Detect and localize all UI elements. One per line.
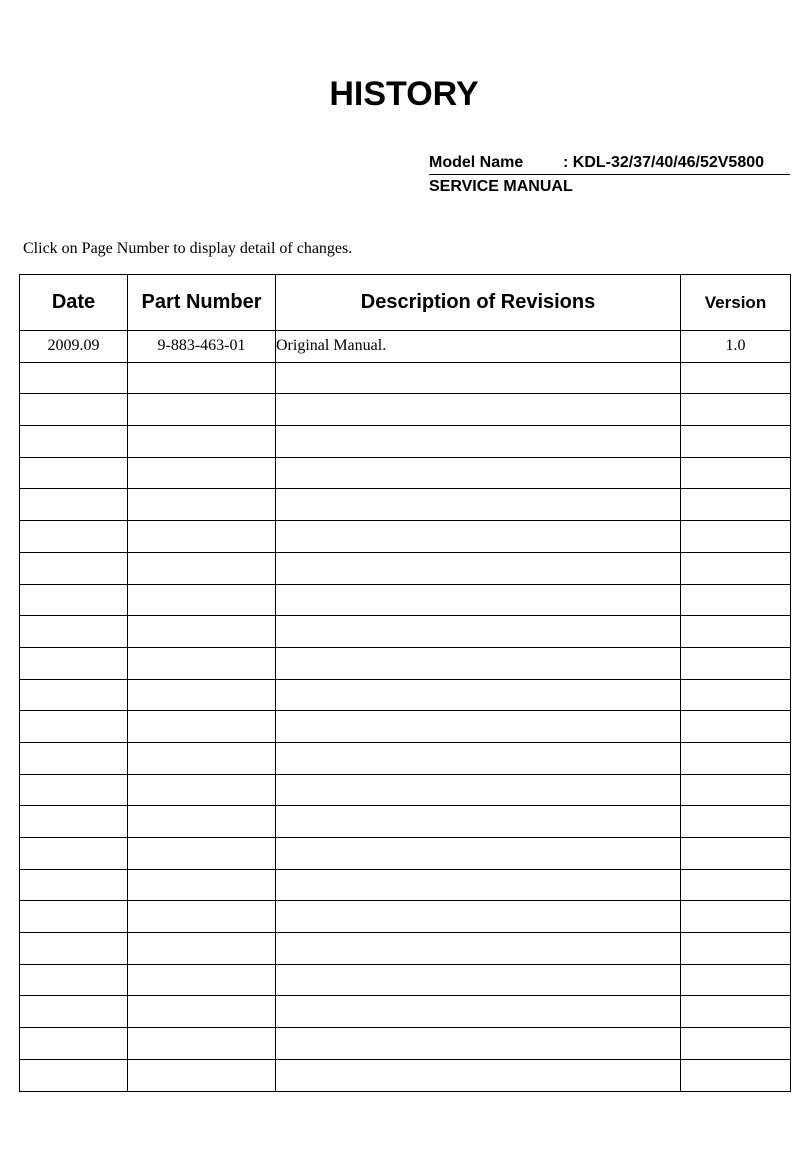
table-row	[20, 426, 791, 458]
cell-part-number	[128, 774, 276, 806]
cell-version	[681, 394, 791, 426]
cell-date	[20, 679, 128, 711]
cell-description	[276, 711, 681, 743]
cell-date	[20, 1059, 128, 1091]
cell-part-number	[128, 647, 276, 679]
cell-description	[276, 552, 681, 584]
cell-part-number	[128, 869, 276, 901]
cell-part-number	[128, 806, 276, 838]
cell-date	[20, 426, 128, 458]
cell-part-number	[128, 552, 276, 584]
cell-version	[681, 1028, 791, 1060]
table-row	[20, 806, 791, 838]
cell-part-number	[128, 1028, 276, 1060]
cell-description	[276, 616, 681, 648]
header-date: Date	[20, 275, 128, 331]
model-name-line	[429, 152, 790, 175]
cell-version	[681, 901, 791, 933]
cell-part-number	[128, 1059, 276, 1091]
cell-version	[681, 742, 791, 774]
cell-description	[276, 901, 681, 933]
cell-version	[681, 521, 791, 553]
cell-description	[276, 362, 681, 394]
cell-part-number	[128, 933, 276, 965]
cell-date: 2009.09	[20, 331, 128, 363]
cell-description	[276, 1028, 681, 1060]
table-row	[20, 457, 791, 489]
cell-version	[681, 616, 791, 648]
cell-version	[681, 996, 791, 1028]
cell-part-number	[128, 457, 276, 489]
cell-description	[276, 806, 681, 838]
cell-description	[276, 647, 681, 679]
cell-date	[20, 394, 128, 426]
table-row	[20, 679, 791, 711]
table-row	[20, 1028, 791, 1060]
cell-part-number	[128, 521, 276, 553]
header-part-number: Part Number	[128, 275, 276, 331]
cell-date	[20, 806, 128, 838]
table-row	[20, 742, 791, 774]
cell-description	[276, 426, 681, 458]
cell-description: Original Manual.	[276, 331, 681, 363]
cell-version	[681, 426, 791, 458]
cell-description	[276, 742, 681, 774]
table-body	[20, 331, 791, 1092]
cell-description	[276, 933, 681, 965]
cell-date	[20, 647, 128, 679]
cell-version	[681, 584, 791, 616]
cell-part-number	[128, 489, 276, 521]
table-row	[20, 584, 791, 616]
cell-version	[681, 933, 791, 965]
header-description: Description of Revisions	[276, 275, 681, 331]
cell-date	[20, 996, 128, 1028]
table-row	[20, 933, 791, 965]
cell-description	[276, 838, 681, 870]
table-row	[20, 774, 791, 806]
table-header-row	[20, 275, 791, 331]
cell-part-number	[128, 426, 276, 458]
cell-date	[20, 901, 128, 933]
cell-description	[276, 457, 681, 489]
cell-description	[276, 521, 681, 553]
cell-description	[276, 489, 681, 521]
cell-description	[276, 584, 681, 616]
model-info	[429, 152, 790, 199]
cell-version	[681, 806, 791, 838]
cell-date	[20, 869, 128, 901]
table-row	[20, 996, 791, 1028]
cell-description	[276, 869, 681, 901]
table-row	[20, 711, 791, 743]
table-row	[20, 521, 791, 553]
cell-description	[276, 996, 681, 1028]
table-row	[20, 616, 791, 648]
cell-version	[681, 457, 791, 489]
cell-part-number[interactable]: 9-883-463-01	[128, 331, 276, 363]
cell-part-number	[128, 742, 276, 774]
cell-date	[20, 362, 128, 394]
cell-description	[276, 679, 681, 711]
cell-date	[20, 1028, 128, 1060]
cell-version	[681, 838, 791, 870]
cell-version: 1.0	[681, 331, 791, 363]
cell-date	[20, 964, 128, 996]
cell-version	[681, 552, 791, 584]
cell-version	[681, 489, 791, 521]
cell-date	[20, 521, 128, 553]
cell-part-number	[128, 964, 276, 996]
cell-date	[20, 711, 128, 743]
cell-date	[20, 616, 128, 648]
cell-part-number	[128, 394, 276, 426]
cell-version	[681, 647, 791, 679]
cell-part-number	[128, 711, 276, 743]
cell-date	[20, 742, 128, 774]
model-name-label: Model Name	[429, 154, 524, 171]
table-row	[20, 838, 791, 870]
cell-version	[681, 1059, 791, 1091]
cell-part-number	[128, 838, 276, 870]
cell-part-number	[128, 362, 276, 394]
cell-version	[681, 362, 791, 394]
cell-date	[20, 457, 128, 489]
table-row	[20, 964, 791, 996]
table-row	[20, 394, 791, 426]
table-row	[20, 901, 791, 933]
table-row	[20, 647, 791, 679]
cell-version	[681, 869, 791, 901]
cell-description	[276, 774, 681, 806]
cell-date	[20, 774, 128, 806]
cell-date	[20, 933, 128, 965]
instruction-text: Click on Page Number to display detail of changes.	[23, 240, 353, 257]
manual-type: SERVICE MANUAL	[429, 178, 573, 195]
table-row	[20, 1059, 791, 1091]
table-row	[20, 362, 791, 394]
cell-part-number	[128, 584, 276, 616]
cell-date	[20, 838, 128, 870]
table-row	[20, 489, 791, 521]
cell-version	[681, 711, 791, 743]
table-row	[20, 552, 791, 584]
table-row	[20, 331, 791, 363]
revision-history-table	[19, 274, 791, 1092]
cell-part-number	[128, 996, 276, 1028]
header-version: Version	[681, 275, 791, 331]
cell-date	[20, 584, 128, 616]
cell-date	[20, 489, 128, 521]
page-title: HISTORY	[329, 75, 479, 113]
cell-part-number	[128, 901, 276, 933]
table-row	[20, 869, 791, 901]
cell-version	[681, 964, 791, 996]
cell-part-number	[128, 679, 276, 711]
cell-description	[276, 1059, 681, 1091]
cell-version	[681, 679, 791, 711]
cell-description	[276, 394, 681, 426]
cell-description	[276, 964, 681, 996]
cell-version	[681, 774, 791, 806]
model-name-value: : KDL-32/37/40/46/52V5800	[563, 154, 765, 171]
cell-part-number	[128, 616, 276, 648]
cell-date	[20, 552, 128, 584]
